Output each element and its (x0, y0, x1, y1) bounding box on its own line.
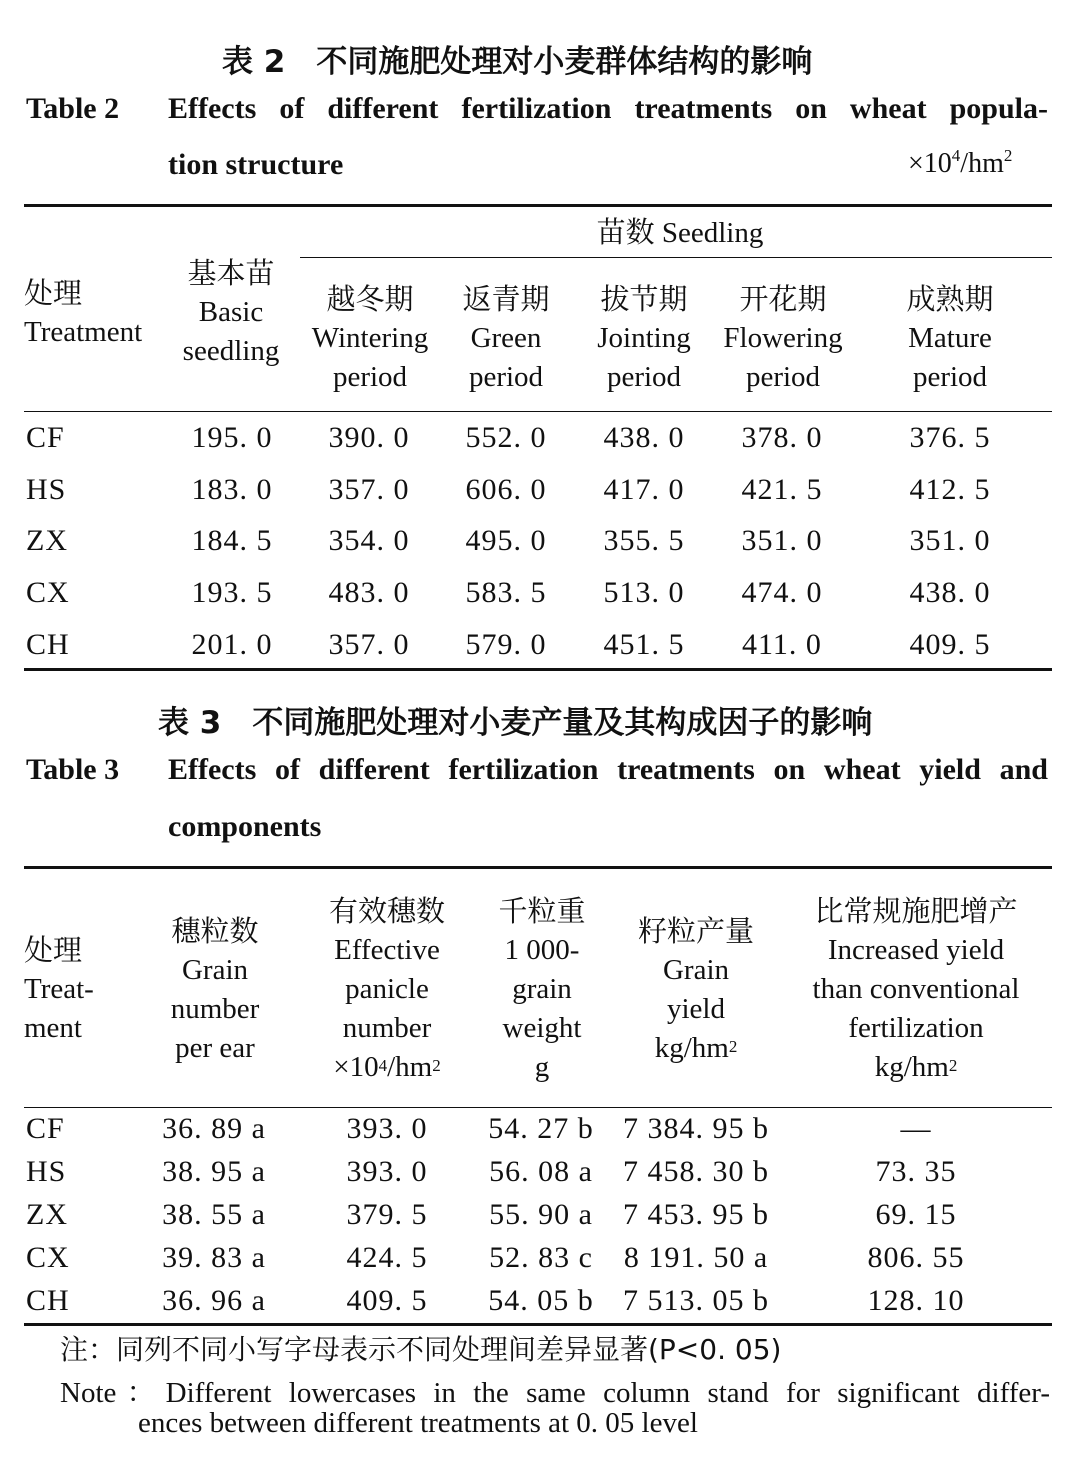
table3-bottom-rule (24, 1323, 1052, 1326)
table3-cell-r2-c3: 55. 90 a (489, 1198, 593, 1231)
table2-cell-r0-c4: 438. 0 (603, 421, 685, 454)
table2-cell-r3-c1: 193. 5 (191, 576, 273, 610)
table3-cell-r4-c2: 409. 5 (346, 1284, 428, 1317)
table3-title-cn: 表 3 不同施肥处理对小麦产量及其构成因子的影响 (158, 705, 873, 741)
table2-header-basic-seedling: 基本苗 Basic seedling (182, 256, 280, 367)
table2-cell-r4-c3: 579. 0 (465, 627, 547, 661)
table2-cell-r2-c2: 354. 0 (328, 524, 410, 558)
table3-cell-r2-c5: 69. 15 (875, 1198, 957, 1231)
table2-cell-r3-c6: 438. 0 (909, 576, 991, 610)
table2-cell-r1-c0: HS (26, 472, 67, 506)
table3-header-treatment: 处理 Treat- ment (24, 933, 94, 1044)
table3-title-en-line2: components (168, 810, 322, 843)
table2-cell-r0-c5: 378. 0 (741, 421, 823, 454)
table2-cell-r0-c6: 376. 5 (909, 421, 991, 454)
table2-cell-r2-c4: 355. 5 (603, 524, 685, 558)
table3-header-grain-yield: 籽粒产量 Grain yield $kg/hm^2$ (637, 914, 754, 1064)
table3-cell-r0-c5: — (900, 1112, 932, 1145)
table2-cell-r3-c5: 474. 0 (741, 576, 823, 610)
table3-header-rule (24, 1107, 1052, 1108)
table2-header-green: 返青期 Green period (462, 282, 550, 393)
table3-title-en-line1: Effects of different fertilization treatments on wheat yield and (168, 753, 1048, 786)
table3-cell-r3-c0: CX (26, 1241, 70, 1274)
table2-cell-r3-c0: CX (26, 576, 70, 610)
table2-cell-r4-c2: 357. 0 (328, 627, 410, 661)
table2-cell-r1-c4: 417. 0 (603, 472, 685, 506)
table2-cell-r2-c0: ZX (26, 524, 68, 558)
table3-cell-r1-c4: 7 458. 30 b (623, 1155, 769, 1188)
table2-cell-r2-c1: 184. 5 (191, 524, 273, 558)
table2-cell-r3-c2: 483. 0 (328, 576, 410, 610)
table3-header-grain-number: 穗粒数 Grain number per ear (170, 914, 260, 1064)
table2-cell-r1-c6: 412. 5 (909, 472, 991, 506)
table2-cell-r4-c1: 201. 0 (191, 627, 273, 661)
table3-cell-r4-c3: 54. 05 b (488, 1284, 594, 1317)
table2-cell-r3-c3: 583. 5 (465, 576, 547, 610)
table3-cell-r4-c1: 36. 96 a (162, 1284, 266, 1317)
table2-header-mature: 成熟期 Mature period (906, 282, 994, 393)
table3-cell-r1-c2: 393. 0 (346, 1155, 428, 1188)
table3-cell-r0-c0: CF (26, 1112, 65, 1145)
note-en-line2: ences between different treatments at 0. 05 level (138, 1407, 698, 1439)
table3-cell-r0-c4: 7 384. 95 b (623, 1112, 769, 1145)
table3-top-rule (24, 866, 1052, 869)
table3-cell-r3-c1: 39. 83 a (162, 1241, 266, 1274)
table3-cell-r2-c1: 38. 55 a (162, 1198, 266, 1231)
table2-header-rule (24, 411, 1052, 412)
table3-cell-r2-c0: ZX (26, 1198, 68, 1231)
table3-header-increased-yield: 比常规施肥增产 Increased yield than conventional fertilization $kg/hm^2$ (812, 894, 1020, 1083)
table3-cell-r1-c5: 73. 35 (875, 1155, 957, 1188)
table3-cell-r1-c0: HS (26, 1155, 67, 1188)
table2-unit: $\times 10^4/hm^2$ (908, 146, 1013, 179)
table2-cell-r4-c0: CH (26, 627, 70, 661)
table2-cell-r4-c6: 409. 5 (909, 627, 991, 661)
table2-cell-r2-c5: 351. 0 (741, 524, 823, 558)
table3-cell-r0-c2: 393. 0 (346, 1112, 428, 1145)
table3-cell-r3-c5: 806. 55 (867, 1241, 965, 1274)
table3-cell-r2-c4: 7 453. 95 b (623, 1198, 769, 1231)
table2-cell-r3-c4: 513. 0 (603, 576, 685, 610)
table2-cell-r2-c6: 351. 0 (909, 524, 991, 558)
table2-cell-r1-c5: 421. 5 (741, 472, 823, 506)
table3-cell-r3-c2: 424. 5 (346, 1241, 428, 1274)
table2-title-en-line2: tion structure (168, 148, 344, 181)
table2-cell-r2-c3: 495. 0 (465, 524, 547, 558)
table2-cell-r4-c4: 451. 5 (603, 627, 685, 661)
table2-group-rule (300, 257, 1052, 258)
table2-title-en-line1: Effects of different fertilization treatments on wheat popula- (168, 92, 1048, 125)
table2-header-wintering: 越冬期 Wintering period (311, 282, 429, 393)
table3-label-en: Table 3 (26, 753, 120, 786)
table2-header-flowering: 开花期 Flowering period (723, 282, 843, 393)
table3-cell-r3-c3: 52. 83 c (489, 1241, 593, 1274)
table3-cell-r0-c3: 54. 27 b (488, 1112, 594, 1145)
table3-cell-r4-c4: 7 513. 05 b (623, 1284, 769, 1317)
table2-cell-r1-c3: 606. 0 (465, 472, 547, 506)
table2-label-en: Table 2 (26, 92, 120, 125)
table3-cell-r4-c5: 128. 10 (867, 1284, 965, 1317)
table3-cell-r2-c2: 379. 5 (346, 1198, 428, 1231)
table2-cell-r0-c2: 390. 0 (328, 421, 410, 454)
table2-title-cn: 表 2 不同施肥处理对小麦群体结构的影响 (222, 44, 813, 80)
table2-bottom-rule (24, 668, 1052, 671)
table2-group-header: 苗数 Seedling (596, 217, 764, 249)
table2-cell-r0-c3: 552. 0 (465, 421, 547, 454)
table3-cell-r3-c4: 8 191. 50 a (623, 1241, 769, 1274)
table3-cell-r4-c0: CH (26, 1284, 70, 1317)
note-en-line1: Note：Different lowercases in the same column stand for significant differ- (60, 1377, 1050, 1409)
table3-cell-r1-c3: 56. 08 a (489, 1155, 593, 1188)
table3-cell-r1-c1: 38. 95 a (162, 1155, 266, 1188)
table2-cell-r1-c1: 183. 0 (191, 472, 273, 506)
table2-cell-r0-c1: 195. 0 (191, 421, 273, 454)
table2-cell-r4-c5: 411. 0 (742, 627, 822, 661)
table2-header-treatment: 处理 Treatment (24, 276, 143, 348)
table3-header-effective-panicle: 有效穗数 Effective panicle number $\times 10^4/hm^2$ (328, 894, 445, 1083)
table2-header-jointing: 拔节期 Jointing period (597, 282, 691, 393)
table2-top-rule (24, 204, 1052, 207)
table2-cell-r0-c0: CF (26, 421, 65, 454)
table3-cell-r0-c1: 36. 89 a (162, 1112, 266, 1145)
table3-header-grain-weight: 千粒重 1 000- grain weight g (498, 894, 586, 1083)
note-cn: 注：同列不同小写字母表示不同处理间差异显著(P<0. 05) (60, 1333, 782, 1366)
table2-cell-r1-c2: 357. 0 (328, 472, 410, 506)
